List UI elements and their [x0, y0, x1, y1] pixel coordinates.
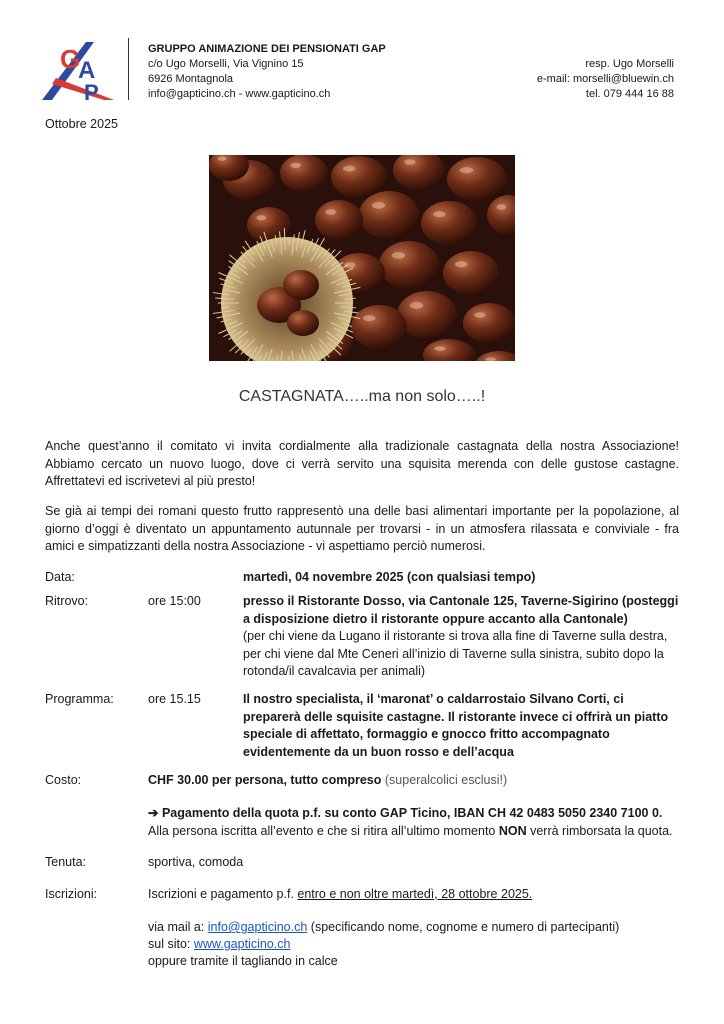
ritrovo-details — [243, 593, 683, 681]
costo-label: Costo: — [45, 773, 82, 787]
site-link[interactable]: www.gapticino.ch — [193, 937, 291, 951]
iscrizioni-coupon: oppure tramite il tagliando in calce — [148, 954, 338, 968]
iscrizioni-text — [148, 886, 683, 904]
costo-price: CHF 30.00 per persona, tutto compreso — [148, 773, 382, 787]
arrow-icon: ➔ — [148, 806, 159, 820]
ritrovo-directions: (per chi viene da Lugano il ristorante si trova alla fine di Taverne sulla destra, per chi viene dal Mte Ceneri all’inizio di Taverne sulla sinistra, subito dopo la rotonda/il cavalcavia per animali) — [243, 629, 668, 678]
iscrizioni-deadline: entro e non oltre martedì, 28 ottobre 2025. — [297, 887, 533, 901]
chestnut-highlight — [343, 166, 355, 172]
gap-logo — [38, 38, 118, 104]
resp-email: e-mail: morselli@bluewin.ch — [536, 73, 674, 85]
org-web: info@gapticino.ch - www.gapticino.ch — [148, 88, 331, 100]
logo-letter-p: P — [84, 80, 99, 104]
husk-spike — [221, 307, 229, 308]
chestnut-highlight — [290, 163, 301, 168]
org-address: c/o Ugo Morselli, Via Vignino 15 — [148, 58, 304, 70]
chestnut-highlight — [434, 346, 445, 350]
tenuta-label: Tenuta: — [45, 855, 87, 869]
chestnut — [463, 303, 515, 343]
costo-value — [148, 772, 683, 790]
payment-info — [148, 805, 683, 840]
intro-paragraph-2: Se già ai tempi dei romani questo frutto rappresentò una delle basi alimentari importante per la popolazione, al giorno d’oggi è diventato un appuntamento autunnale per trovarsi - in un atmosfera rilassata e conviviale - fra amici e simpatizzanti della nostra Associazione - vi aspettiamo perciò numerosi. — [45, 504, 679, 553]
resp-tel: tel. 079 444 16 88 — [585, 88, 674, 100]
programma-label: Programma: — [45, 692, 114, 706]
logo-letter-g: G — [60, 44, 81, 74]
header-divider — [128, 38, 129, 100]
programma-text: Il nostro specialista, il ‘maronat’ o caldarrostaio Silvano Corti, ci preparerà delle squisite castagne. Il ristorante invece ci offrirà un piatto speciale di affettato, formaggio e gnocco fritto accompagnato evidentemente da un buon rosso e dell’acqua — [243, 692, 669, 759]
chestnut — [351, 305, 407, 349]
data-value: martedì, 04 novembre 2025 (con qualsiasi tempo) — [243, 570, 536, 584]
event-title: CASTAGNATA…..ma non solo…..! — [238, 388, 486, 405]
org-city: 6926 Montagnola — [148, 73, 234, 85]
chestnut-highlight — [460, 167, 473, 173]
intro-paragraph-1: Anche quest’anno il comitato vi invita cordialmente alla tradizionale castagnata della nostra Associazione! Abbiamo cercato un nuovo luogo, dove ci verrà servito una squisita merenda con delle gustose castagne. Affrettatevi ed iscrivetevi al più presto! — [45, 439, 679, 488]
chestnut-highlight — [363, 315, 375, 321]
programma-time: ore 15.15 — [148, 692, 201, 706]
chestnut-highlight — [474, 312, 485, 318]
iscrizioni-site — [148, 936, 683, 954]
chestnut — [280, 155, 328, 192]
mail-suffix: (specificando nome, cognome e numero di partecipanti) — [307, 920, 620, 934]
mail-link[interactable]: info@gapticino.ch — [207, 920, 308, 934]
chestnut — [421, 201, 477, 245]
ritrovo-label: Ritrovo: — [45, 594, 89, 608]
chestnut-highlight — [218, 156, 227, 160]
chestnut — [359, 191, 419, 239]
tenuta-value: sportiva, comoda — [148, 855, 244, 869]
iscrizioni-intro: Iscrizioni e pagamento p.f. — [148, 887, 298, 901]
chestnut-highlight — [392, 252, 405, 259]
chestnut-highlight — [410, 302, 423, 309]
resp-name: resp. Ugo Morselli — [585, 58, 674, 70]
chestnut-highlight — [344, 262, 355, 268]
chestnut-highlight — [404, 159, 415, 165]
chestnut — [447, 157, 507, 201]
payment-refund-end: verrà rimborsata la quota. — [526, 823, 673, 838]
chestnut-highlight — [325, 209, 336, 215]
chestnut — [379, 241, 439, 289]
chestnuts-photo — [209, 155, 515, 361]
mail-prefix: via mail a: — [148, 920, 208, 934]
chestnut — [443, 251, 499, 295]
data-label: Data: — [45, 570, 75, 584]
payment-account: Pagamento della quota p.f. su conto GAP Ticino, IBAN CH 42 0483 5050 2340 7100 0. — [158, 806, 663, 820]
ritrovo-place: presso il Ristorante Dosso, via Cantonale 125, Taverne-Sigirino (posteggi a disposizione dietro il ristorante oppure accanto alla Cantonale) — [243, 594, 679, 626]
header-right — [537, 57, 674, 102]
costo-note: (superalcolici esclusi!) — [384, 773, 508, 787]
chestnut-highlight — [455, 261, 467, 267]
ritrovo-time: ore 15:00 — [148, 594, 201, 608]
chestnut — [331, 156, 387, 198]
payment-refund-text: Alla persona iscritta all’evento e che si ritira all’ultimo momento — [148, 823, 499, 838]
header-left — [148, 42, 386, 102]
chestnut-highlight — [433, 211, 445, 217]
org-name: GRUPPO ANIMAZIONE DEI PENSIONATI GAP — [148, 43, 386, 55]
chestnut — [315, 200, 363, 240]
chestnut-highlight — [496, 204, 506, 210]
payment-non: NON — [498, 823, 527, 838]
iscrizioni-label: Iscrizioni: — [45, 887, 98, 901]
chestnut-highlight — [372, 202, 385, 209]
iscrizioni-mail — [148, 919, 683, 937]
letter-date: Ottobre 2025 — [45, 117, 118, 131]
logo-letter-a: A — [78, 57, 96, 84]
site-prefix: sul sito: — [148, 937, 194, 951]
chestnut-highlight — [256, 215, 266, 220]
